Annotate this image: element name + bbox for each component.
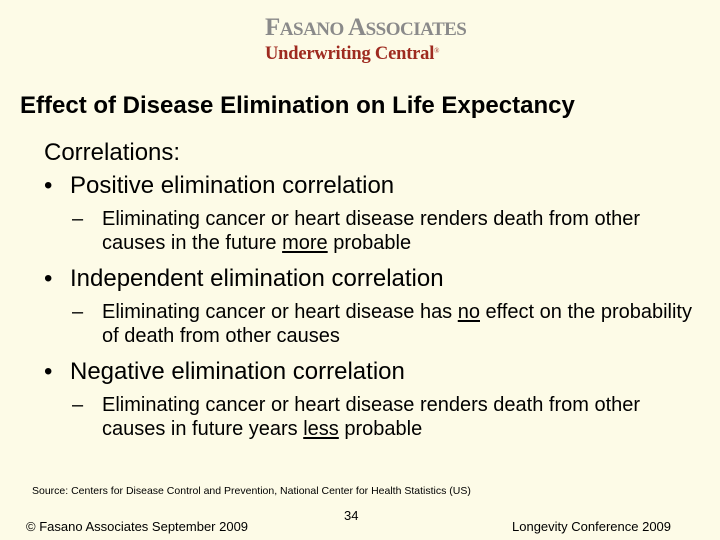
sub-text-before: Eliminating cancer or heart disease renders death from other causes in the future — [102, 208, 641, 254]
logo-tagline — [265, 44, 439, 65]
sub-text-after: probable — [338, 418, 423, 440]
dash-marker: – — [72, 394, 84, 416]
source-citation: Source: Centers for Disease Control and Prevention, National Center for Health Statistics (US) — [32, 485, 471, 497]
registered-mark: ® — [434, 47, 440, 55]
sub-bullet-independent — [44, 300, 704, 348]
footer-event: Longevity Conference 2009 — [512, 519, 672, 534]
slide-body — [44, 136, 704, 441]
dash-marker: – — [72, 208, 84, 230]
sub-text-emphasis: more — [282, 232, 328, 254]
dash-marker: – — [72, 301, 84, 323]
page-number: 34 — [344, 508, 359, 523]
bullet-dot: • — [44, 358, 53, 385]
logo-smallcaps-asano: ASANO — [279, 19, 349, 40]
logo-smallcaps-ssociates: SSOCIATES — [365, 19, 467, 40]
sub-text-after: probable — [327, 232, 412, 254]
bullet-dot: • — [44, 172, 53, 199]
logo-initial-a: A — [348, 14, 366, 41]
bullet-heading: Independent elimination correlation — [70, 265, 444, 292]
sub-bullet-negative — [44, 393, 704, 441]
sub-bullet-positive — [44, 207, 704, 255]
bullet-independent — [44, 263, 704, 295]
slide-title: Effect of Disease Elimination on Life Expectancy — [20, 92, 575, 119]
sub-text-before: Eliminating cancer or heart disease renders death from other causes in future years — [102, 394, 641, 440]
footer-copyright: © Fasano Associates September 2009 — [26, 519, 249, 534]
sub-text-after: effect on the probability of death from other causes — [102, 301, 692, 347]
logo-initial-f: F — [265, 14, 280, 41]
logo-tagline-text: Underwriting Central — [265, 44, 435, 64]
bullet-positive — [44, 170, 704, 202]
bullet-heading: Positive elimination correlation — [70, 172, 395, 199]
bullet-heading: Negative elimination correlation — [70, 358, 405, 385]
sub-text-emphasis: less — [303, 418, 339, 440]
lead-text: Correlations: — [44, 139, 181, 166]
sub-text-before: Eliminating cancer or heart disease has — [102, 301, 458, 323]
bullet-dot: • — [44, 265, 53, 292]
logo-company-name — [265, 14, 466, 42]
sub-text-emphasis: no — [457, 301, 480, 323]
bullet-negative — [44, 356, 704, 388]
company-logo — [262, 8, 472, 66]
